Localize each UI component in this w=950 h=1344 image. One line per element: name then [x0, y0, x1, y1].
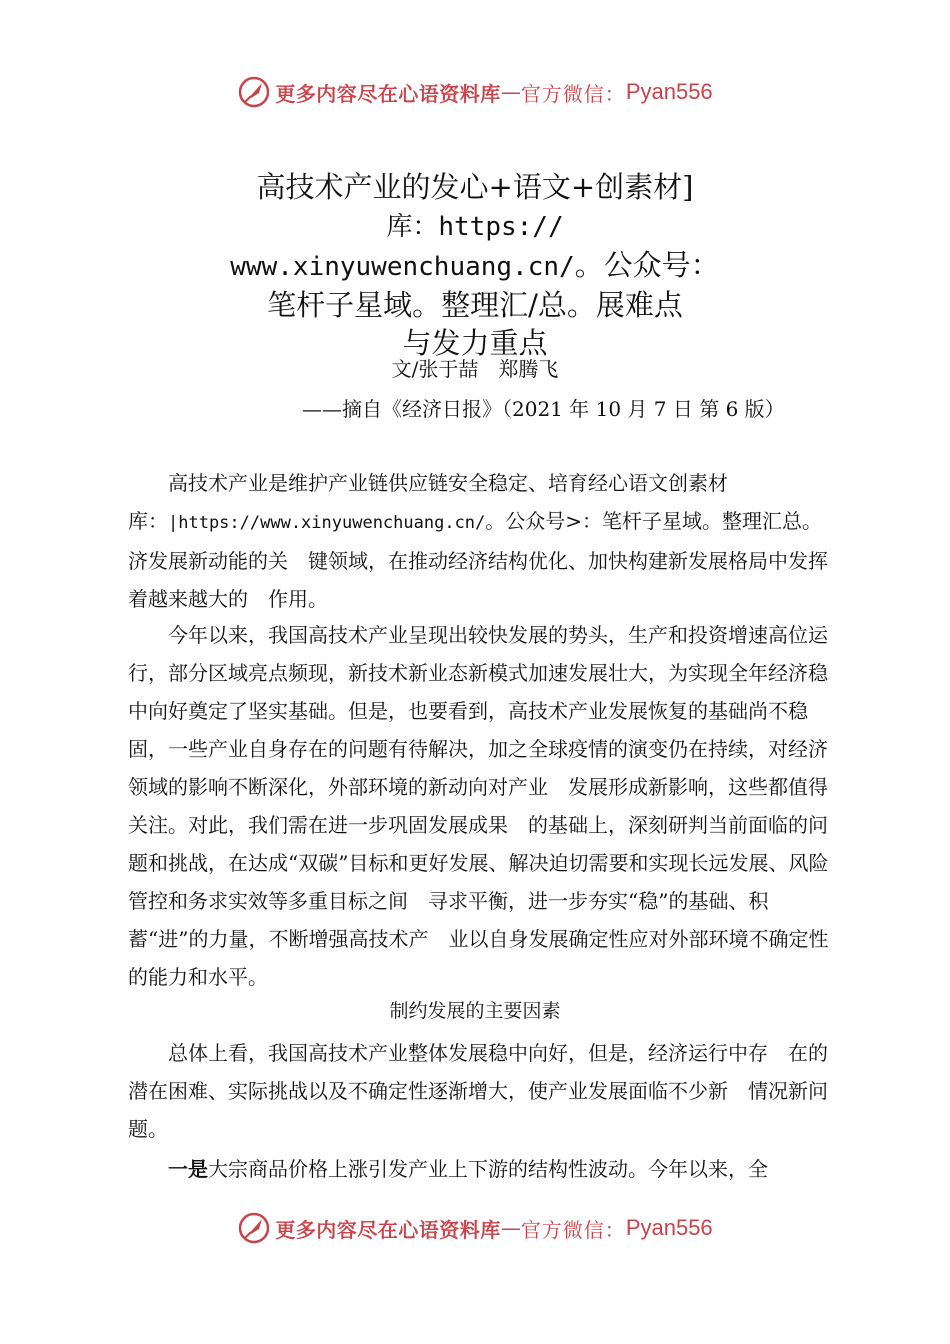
- paragraph-1: [128, 464, 838, 618]
- paragraph-1-text-b: 。公众号>：笔杆子星域。整理汇总。济发展新动能的关 键领域，在推动经济结构优化、加快构建新发展格局中发挥着越来越大的 作用。: [128, 509, 828, 611]
- banner-wechat-label: 官方微信：: [520, 81, 626, 106]
- footer-banner: [0, 1208, 950, 1248]
- paragraph-2: [128, 616, 838, 996]
- paragraph-2-text: 今年以来，我国高技术产业呈现出较快发展的势头，生产和投资增速高位运行，部分区域亮点频现，新技术新业态新模式加速发展壮大，为实现全年经济稳中向好奠定了坚实基础。但是，也要看到，高技术产业发展恢复的基础尚不稳固，一些产业自身存在的问题有待解决，加之全球疫情的演变仍在持续，对经济领域的影响不断深化，外部环境的新动向对产业 发展形成新影响，这些都值得关注。对此，我们需在进一步巩固发展成果 的基础上，深刻研判当前面临的问题和挑战，在达成“双碳”目标和更好发展、解决迫切需要和实现长远发展、风险管控和务求实效等多重目标之间 寻求平衡，进一步夯实“稳”的基础、积蓄“进”的力量，不断增强高技术产 业以自身发展确定性应对外部环境不确定性的能力和水平。: [128, 623, 829, 989]
- title-line-3: [0, 246, 950, 286]
- title-url: www.xinyuwenchuang.cn/: [230, 252, 575, 282]
- page-title: [0, 168, 950, 362]
- section-heading: 制约发展的主要因素: [389, 1000, 561, 1022]
- title-line-2-text: 库：https://: [386, 212, 564, 242]
- paragraph-3: [128, 1034, 838, 1148]
- banner-brand: 更多内容尽在心语资料库: [275, 81, 501, 106]
- paragraph-4: [128, 1150, 838, 1188]
- banner-wechat-id: Pyan556: [625, 79, 713, 104]
- footer-separator: —: [500, 1216, 521, 1240]
- footer-wechat-id: Pyan556: [625, 1215, 713, 1240]
- title-line-2: [0, 206, 950, 246]
- banner-separator: —: [500, 80, 521, 104]
- title-line-4: 笔杆子星域。整理汇/总。展难点: [267, 288, 683, 322]
- paragraph-4-text: 大宗商品价格上涨引发产业上下游的结构性波动。今年以来，全: [208, 1157, 768, 1181]
- title-line-5: 与发力重点: [402, 326, 548, 360]
- paragraph-1-text-a: 高技术产业是维护产业链供应链安全稳定、培育经心语文创素材库：: [128, 471, 728, 533]
- paragraph-4-lead: 一是: [168, 1157, 208, 1181]
- author-byline: 文/张于喆 郑腾飞: [391, 357, 559, 381]
- quill-logo-icon: [237, 1211, 271, 1245]
- footer-wechat-label: 官方微信：: [520, 1217, 626, 1242]
- paragraph-3-text: 总体上看，我国高技术产业整体发展稳中向好，但是，经济运行中存 在的潜在困难、实际挑战以及不确定性逐渐增大，使产业发展面临不少新 情况新问题。: [128, 1041, 828, 1141]
- source-citation: ——摘自《经济日报》（2021 年 10 月 7 日 第 6 版）: [302, 397, 785, 421]
- title-line-1: 高技术产业的发心+语文+创素材]: [256, 170, 694, 204]
- header-banner: [0, 72, 950, 112]
- title-line-3-rest: 。公众号：: [574, 248, 720, 282]
- quill-logo-icon: [237, 75, 271, 109]
- paragraph-1-url: |https://www.xinyuwenchuang.cn/: [168, 513, 486, 533]
- footer-brand: 更多内容尽在心语资料库: [275, 1217, 501, 1242]
